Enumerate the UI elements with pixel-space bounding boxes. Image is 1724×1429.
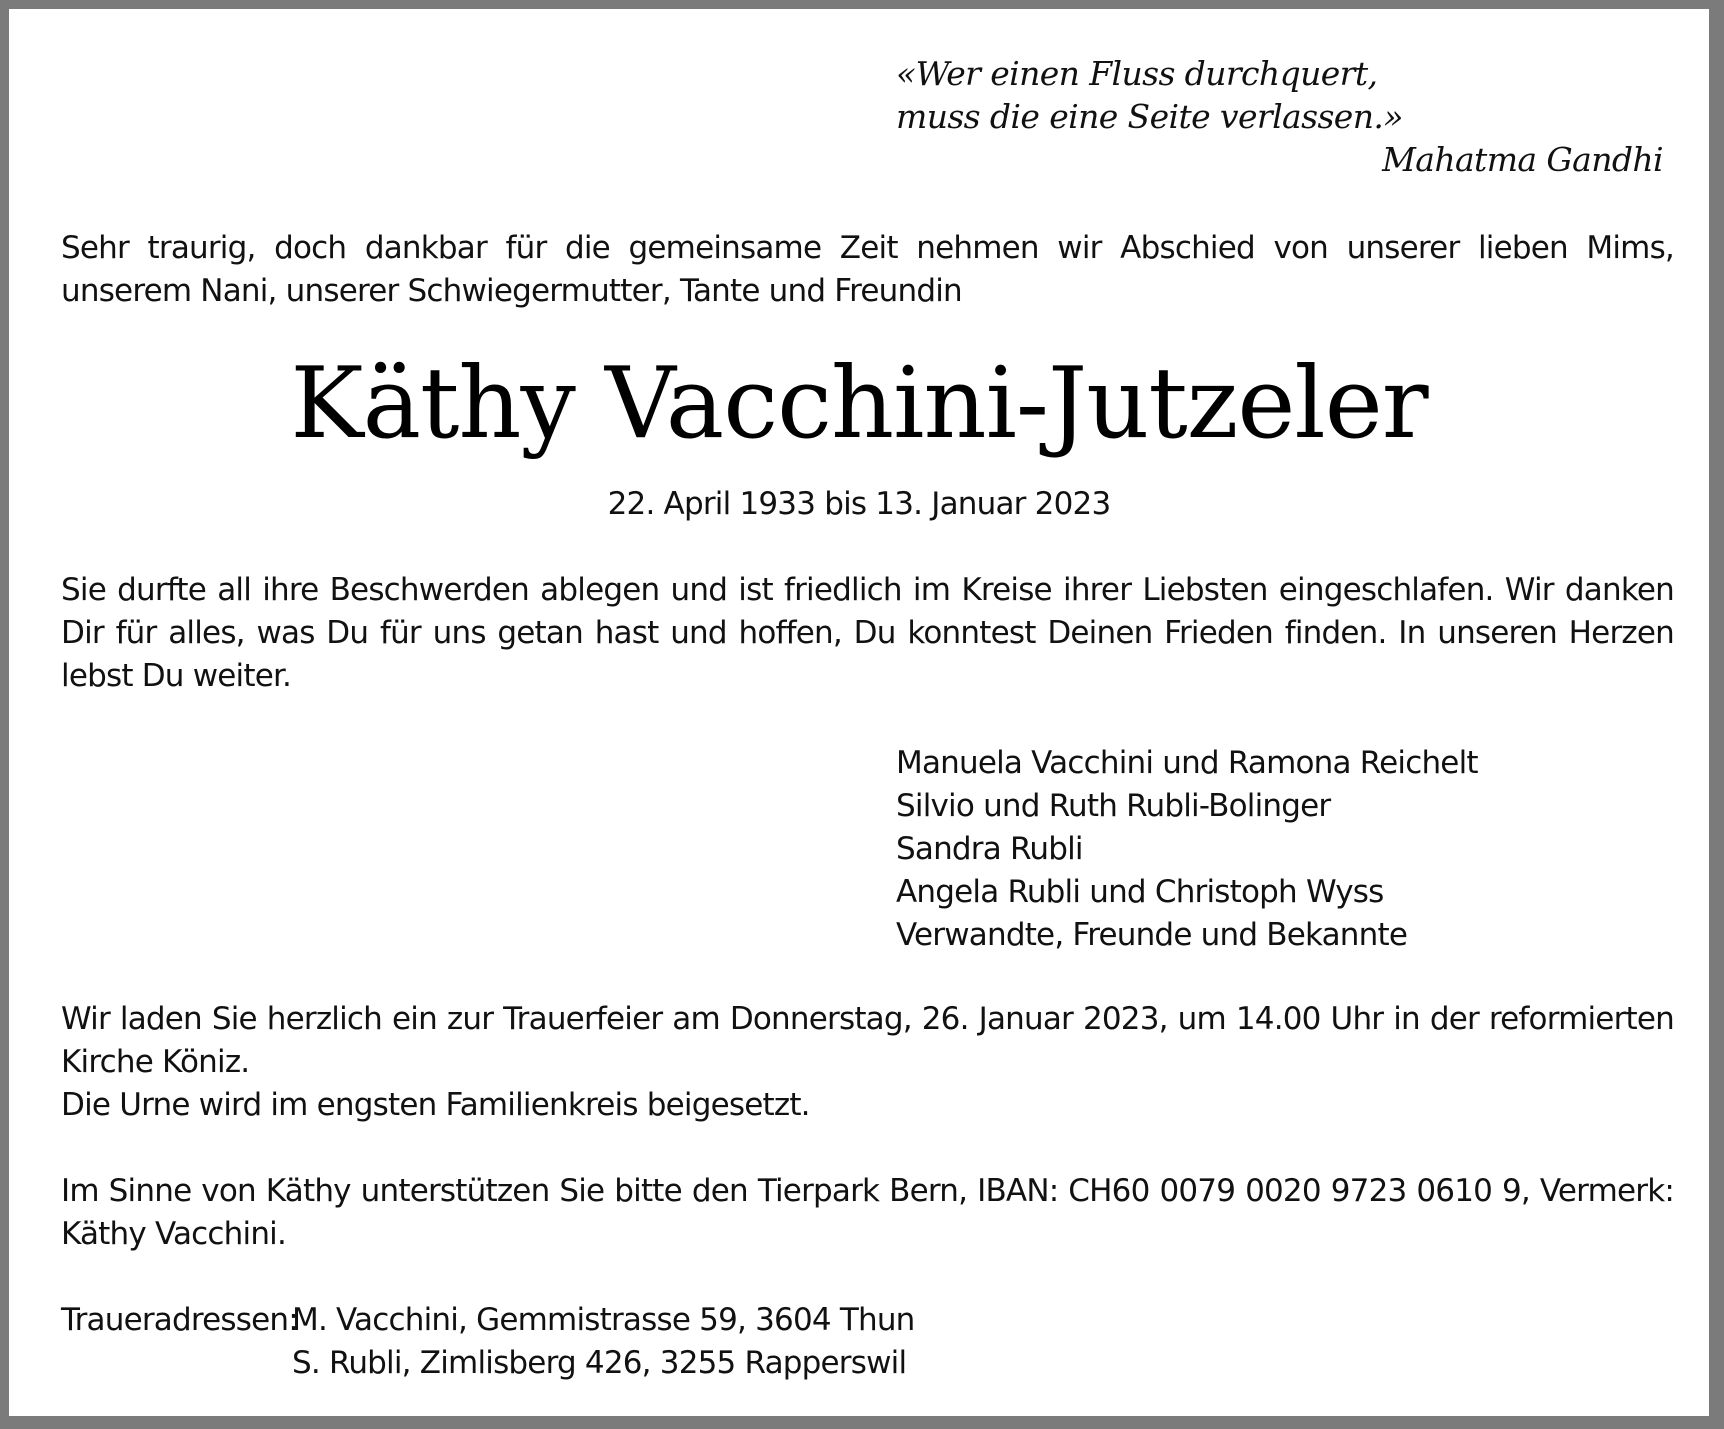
addresses-label: Traueradressen:	[61, 1302, 298, 1338]
obituary-page	[9, 9, 1709, 1416]
address-row	[61, 1299, 915, 1342]
mourner: Silvio und Ruth Rubli-Bolinger	[896, 788, 1331, 824]
mourner: Angela Rubli und Christoph Wyss	[896, 874, 1384, 910]
deceased-name: Käthy Vacchini-Jutzeler	[290, 347, 1428, 461]
quote-line: muss die eine Seite verlassen.»	[896, 97, 1403, 136]
quote	[896, 52, 1403, 138]
mourners-list	[896, 742, 1478, 957]
address-row	[61, 1342, 915, 1385]
service-invitation: Wir laden Sie herzlich ein zur Trauerfeier am Donnerstag, 26. Januar 2023, um 14.00 Uhr in der reformierten Kirche Köniz.	[61, 1001, 1674, 1080]
addresses-label-spacer	[61, 1342, 292, 1385]
intro-text: Sehr traurig, doch dankbar für die gemeinsame Zeit nehmen wir Abschied von unserer lieben Mims, unserem Nani, unserer Schwiegermutter, Tante und Freundin	[61, 230, 1674, 309]
farewell-text: Sie durfte all ihre Beschwerden ablegen und ist friedlich im Kreise ihrer Liebsten eingeschlafen. Wir danken Dir für alles, was Du für uns getan hast und hoffen, Du konntest Deinen Frieden finden. In unseren Herzen lebst Du weiter.	[61, 572, 1674, 694]
life-dates: 22. April 1933 bis 13. Januar 2023	[607, 486, 1111, 522]
address-line: S. Rubli, Zimlisberg 426, 3255 Rapperswil	[292, 1345, 907, 1381]
quote-line: «Wer einen Fluss durchquert,	[896, 54, 1378, 93]
service-info	[61, 998, 1674, 1127]
mourner: Verwandte, Freunde und Bekannte	[896, 917, 1408, 953]
quote-author: Mahatma Gandhi	[1382, 140, 1663, 179]
donation-note: Im Sinne von Käthy unterstützen Sie bitte den Tierpark Bern, IBAN: CH60 0079 0020 9723 0610 9, Vermerk: Käthy Vacchini.	[61, 1173, 1674, 1252]
mourner: Sandra Rubli	[896, 831, 1083, 867]
address-line: M. Vacchini, Gemmistrasse 59, 3604 Thun	[292, 1302, 915, 1338]
burial-note: Die Urne wird im engsten Familienkreis beigesetzt.	[61, 1087, 810, 1123]
mourning-addresses	[61, 1299, 915, 1385]
mourner: Manuela Vacchini und Ramona Reichelt	[896, 745, 1478, 781]
